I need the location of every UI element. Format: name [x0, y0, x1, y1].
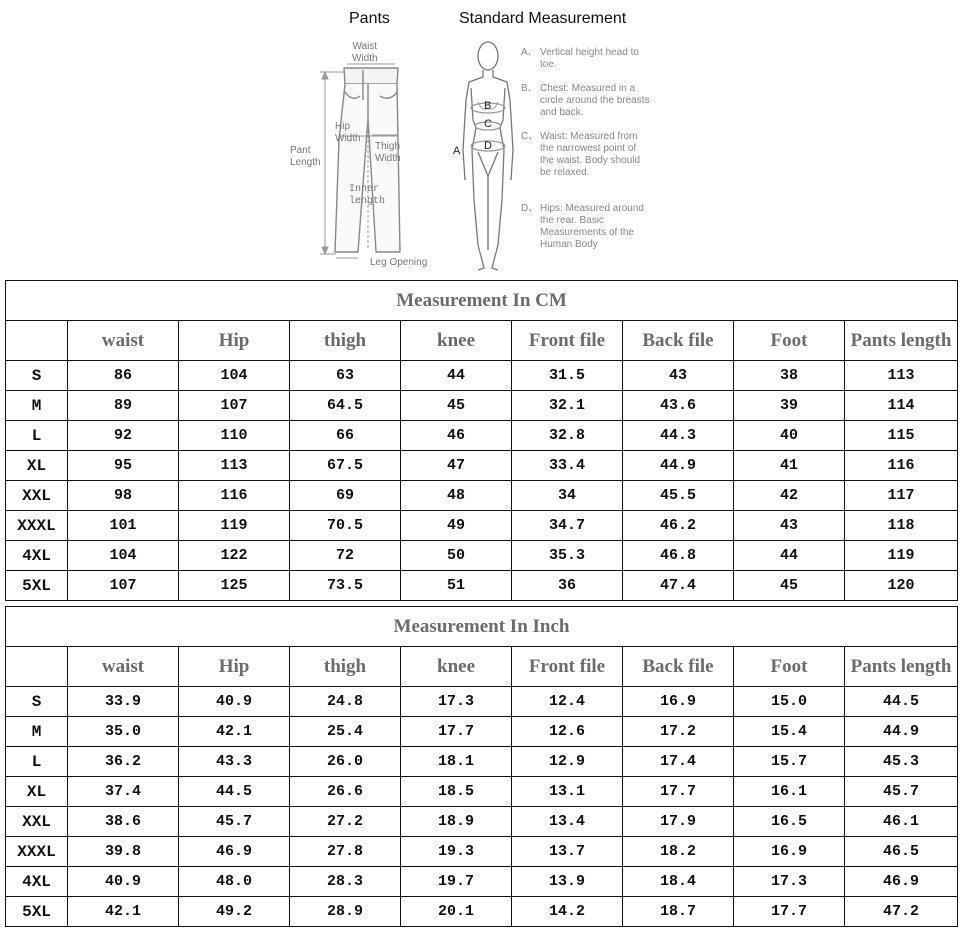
table-cell: 46.2	[623, 511, 734, 541]
note-a: A、 Vertical height head to toe.	[521, 47, 639, 70]
col-back-file: Back file	[623, 321, 734, 361]
size-header-empty	[6, 647, 68, 687]
table-cell: 13.7	[512, 837, 623, 867]
table-cell: 16.1	[734, 777, 845, 807]
cm-table-caption: Measurement In CM	[6, 281, 958, 321]
col-hip: Hip	[179, 321, 290, 361]
table-cell: 89	[68, 391, 179, 421]
cm-table-body	[6, 361, 958, 601]
col-front-file: Front file	[512, 321, 623, 361]
table-cell: 46	[401, 421, 512, 451]
table-cell: 13.1	[512, 777, 623, 807]
table-cell: 44	[401, 361, 512, 391]
col-foot: Foot	[734, 321, 845, 361]
size-label: XXL	[6, 481, 68, 511]
table-cell: 46.9	[845, 867, 958, 897]
table-row	[6, 717, 958, 747]
table-row	[6, 511, 958, 541]
table-cell: 118	[845, 511, 958, 541]
measurement-diagram	[0, 0, 962, 278]
table-cell: 45.3	[845, 747, 958, 777]
table-cell: 43	[734, 511, 845, 541]
table-cell: 120	[845, 571, 958, 601]
standard-measurement-title: Standard Measurement	[459, 10, 627, 27]
table-cell: 15.0	[734, 687, 845, 717]
size-label: XXXL	[6, 837, 68, 867]
table-cell: 18.9	[401, 807, 512, 837]
diagram-drawing	[0, 0, 962, 278]
size-label: XXXL	[6, 511, 68, 541]
inch-table-body	[6, 687, 958, 927]
table-cell: 38.6	[68, 807, 179, 837]
table-cell: 44.9	[845, 717, 958, 747]
table-cell: 50	[401, 541, 512, 571]
table-cell: 33.9	[68, 687, 179, 717]
table-cell: 48	[401, 481, 512, 511]
col-front-file: Front file	[512, 647, 623, 687]
col-foot: Foot	[734, 647, 845, 687]
table-cell: 119	[845, 541, 958, 571]
table-cell: 110	[179, 421, 290, 451]
table-cell: 20.1	[401, 897, 512, 927]
table-cell: 26.6	[290, 777, 401, 807]
table-cell: 45	[734, 571, 845, 601]
col-hip: Hip	[179, 647, 290, 687]
col-waist: waist	[68, 321, 179, 361]
pants-title: Pants	[349, 10, 390, 27]
marker-d: D	[484, 140, 492, 152]
pant-length-label: Pant Length	[290, 145, 321, 168]
table-cell: 16.9	[734, 837, 845, 867]
table-cell: 116	[845, 451, 958, 481]
table-cell: 13.4	[512, 807, 623, 837]
table-cell: 86	[68, 361, 179, 391]
col-thigh: thigh	[290, 321, 401, 361]
table-cell: 13.9	[512, 867, 623, 897]
table-cell: 66	[290, 421, 401, 451]
table-cell: 40	[734, 421, 845, 451]
table-cell: 19.3	[401, 837, 512, 867]
table-cell: 48.0	[179, 867, 290, 897]
table-cell: 117	[845, 481, 958, 511]
table-cell: 17.4	[623, 747, 734, 777]
thigh-width-label: Thigh Width	[375, 141, 401, 164]
table-cell: 15.7	[734, 747, 845, 777]
table-cell: 70.5	[290, 511, 401, 541]
table-cell: 67.5	[290, 451, 401, 481]
table-cell: 122	[179, 541, 290, 571]
table-cell: 27.2	[290, 807, 401, 837]
table-cell: 38	[734, 361, 845, 391]
table-cell: 36	[512, 571, 623, 601]
table-cell: 42.1	[68, 897, 179, 927]
table-cell: 37.4	[68, 777, 179, 807]
table-cell: 33.4	[512, 451, 623, 481]
table-cell: 104	[68, 541, 179, 571]
table-cell: 17.3	[734, 867, 845, 897]
table-row	[6, 837, 958, 867]
table-cell: 43.6	[623, 391, 734, 421]
table-cell: 36.2	[68, 747, 179, 777]
table-cell: 119	[179, 511, 290, 541]
table-cell: 18.7	[623, 897, 734, 927]
table-cell: 17.9	[623, 807, 734, 837]
marker-b: B	[484, 100, 492, 112]
table-cell: 113	[845, 361, 958, 391]
size-label: 4XL	[6, 867, 68, 897]
table-cell: 44.9	[623, 451, 734, 481]
table-cell: 39	[734, 391, 845, 421]
table-cell: 42	[734, 481, 845, 511]
table-cell: 32.1	[512, 391, 623, 421]
table-cell: 46.1	[845, 807, 958, 837]
table-cell: 41	[734, 451, 845, 481]
table-cell: 39.8	[68, 837, 179, 867]
table-cell: 73.5	[290, 571, 401, 601]
table-cell: 51	[401, 571, 512, 601]
table-cell: 47	[401, 451, 512, 481]
table-cell: 98	[68, 481, 179, 511]
table-cell: 18.4	[623, 867, 734, 897]
table-cell: 47.4	[623, 571, 734, 601]
table-row	[6, 481, 958, 511]
col-waist: waist	[68, 647, 179, 687]
table-cell: 49	[401, 511, 512, 541]
table-cell: 25.4	[290, 717, 401, 747]
table-cell: 42.1	[179, 717, 290, 747]
table-cell: 35.3	[512, 541, 623, 571]
table-cell: 17.2	[623, 717, 734, 747]
table-cell: 12.9	[512, 747, 623, 777]
size-label: XL	[6, 777, 68, 807]
table-cell: 17.3	[401, 687, 512, 717]
table-cell: 14.2	[512, 897, 623, 927]
table-cell: 27.8	[290, 837, 401, 867]
table-cell: 45.7	[179, 807, 290, 837]
table-cell: 46.9	[179, 837, 290, 867]
table-cell: 113	[179, 451, 290, 481]
table-row	[6, 451, 958, 481]
table-cell: 40.9	[68, 867, 179, 897]
leg-opening-label: Leg Opening	[370, 257, 428, 268]
table-cell: 17.7	[401, 717, 512, 747]
table-cell: 115	[845, 421, 958, 451]
table-cell: 101	[68, 511, 179, 541]
table-cell: 46.8	[623, 541, 734, 571]
table-cell: 44.5	[845, 687, 958, 717]
table-cell: 24.8	[290, 687, 401, 717]
table-cell: 31.5	[512, 361, 623, 391]
body-illustration	[463, 42, 513, 270]
table-cell: 15.4	[734, 717, 845, 747]
size-header-empty	[6, 321, 68, 361]
table-cell: 34.7	[512, 511, 623, 541]
table-cell: 45.5	[623, 481, 734, 511]
waist-width-label: Waist Width	[352, 41, 378, 64]
table-cell: 104	[179, 361, 290, 391]
col-back-file: Back file	[623, 647, 734, 687]
table-cell: 114	[845, 391, 958, 421]
col-pants-length: Pants length	[845, 647, 958, 687]
size-label: L	[6, 421, 68, 451]
table-row	[6, 541, 958, 571]
size-label: M	[6, 717, 68, 747]
table-cell: 40.9	[179, 687, 290, 717]
table-cell: 17.7	[734, 897, 845, 927]
table-cell: 35.0	[68, 717, 179, 747]
note-c: C、 Waist: Measured from the narrowest point of the waist. Body should be relaxed.	[521, 131, 641, 178]
inner-length-label: Inner length	[349, 184, 386, 207]
col-knee: knee	[401, 321, 512, 361]
table-cell: 43.3	[179, 747, 290, 777]
table-row	[6, 391, 958, 421]
table-cell: 28.9	[290, 897, 401, 927]
table-cell: 46.5	[845, 837, 958, 867]
table-row	[6, 421, 958, 451]
table-cell: 95	[68, 451, 179, 481]
table-cell: 16.5	[734, 807, 845, 837]
marker-a: A	[453, 145, 461, 157]
table-cell: 28.3	[290, 867, 401, 897]
table-row	[6, 777, 958, 807]
table-cell: 16.9	[623, 687, 734, 717]
marker-c: C	[484, 118, 492, 130]
size-label: S	[6, 361, 68, 391]
table-cell: 43	[623, 361, 734, 391]
table-cell: 44	[734, 541, 845, 571]
table-row	[6, 897, 958, 927]
table-cell: 12.6	[512, 717, 623, 747]
size-label: XL	[6, 451, 68, 481]
table-row	[6, 361, 958, 391]
table-cell: 18.1	[401, 747, 512, 777]
hip-width-label: Hip Width	[335, 121, 361, 144]
size-label: XXL	[6, 807, 68, 837]
table-cell: 92	[68, 421, 179, 451]
inch-table-caption: Measurement In Inch	[6, 607, 958, 647]
size-label: 4XL	[6, 541, 68, 571]
inch-size-table	[5, 606, 958, 927]
table-cell: 45	[401, 391, 512, 421]
size-label: 5XL	[6, 897, 68, 927]
table-cell: 72	[290, 541, 401, 571]
size-label: L	[6, 747, 68, 777]
table-cell: 45.7	[845, 777, 958, 807]
table-cell: 12.4	[512, 687, 623, 717]
table-cell: 69	[290, 481, 401, 511]
table-cell: 17.7	[623, 777, 734, 807]
table-row	[6, 747, 958, 777]
table-cell: 107	[68, 571, 179, 601]
table-cell: 44.5	[179, 777, 290, 807]
col-thigh: thigh	[290, 647, 401, 687]
table-row	[6, 687, 958, 717]
table-cell: 49.2	[179, 897, 290, 927]
note-d: D、 Hips: Measured around the rear. Basic Measurements of the Human Body	[521, 203, 644, 250]
table-cell: 64.5	[290, 391, 401, 421]
size-label: M	[6, 391, 68, 421]
table-row	[6, 571, 958, 601]
size-label: S	[6, 687, 68, 717]
table-cell: 44.3	[623, 421, 734, 451]
size-label: 5XL	[6, 571, 68, 601]
table-cell: 32.8	[512, 421, 623, 451]
table-cell: 107	[179, 391, 290, 421]
table-cell: 18.2	[623, 837, 734, 867]
table-cell: 116	[179, 481, 290, 511]
table-cell: 19.7	[401, 867, 512, 897]
table-cell: 26.0	[290, 747, 401, 777]
table-cell: 63	[290, 361, 401, 391]
cm-size-table	[5, 280, 958, 601]
table-row	[6, 867, 958, 897]
table-cell: 47.2	[845, 897, 958, 927]
table-cell: 125	[179, 571, 290, 601]
table-row	[6, 807, 958, 837]
note-b: B、 Chest: Measured in a circle around the breasts and back.	[521, 83, 650, 118]
col-pants-length: Pants length	[845, 321, 958, 361]
table-cell: 18.5	[401, 777, 512, 807]
col-knee: knee	[401, 647, 512, 687]
table-cell: 34	[512, 481, 623, 511]
